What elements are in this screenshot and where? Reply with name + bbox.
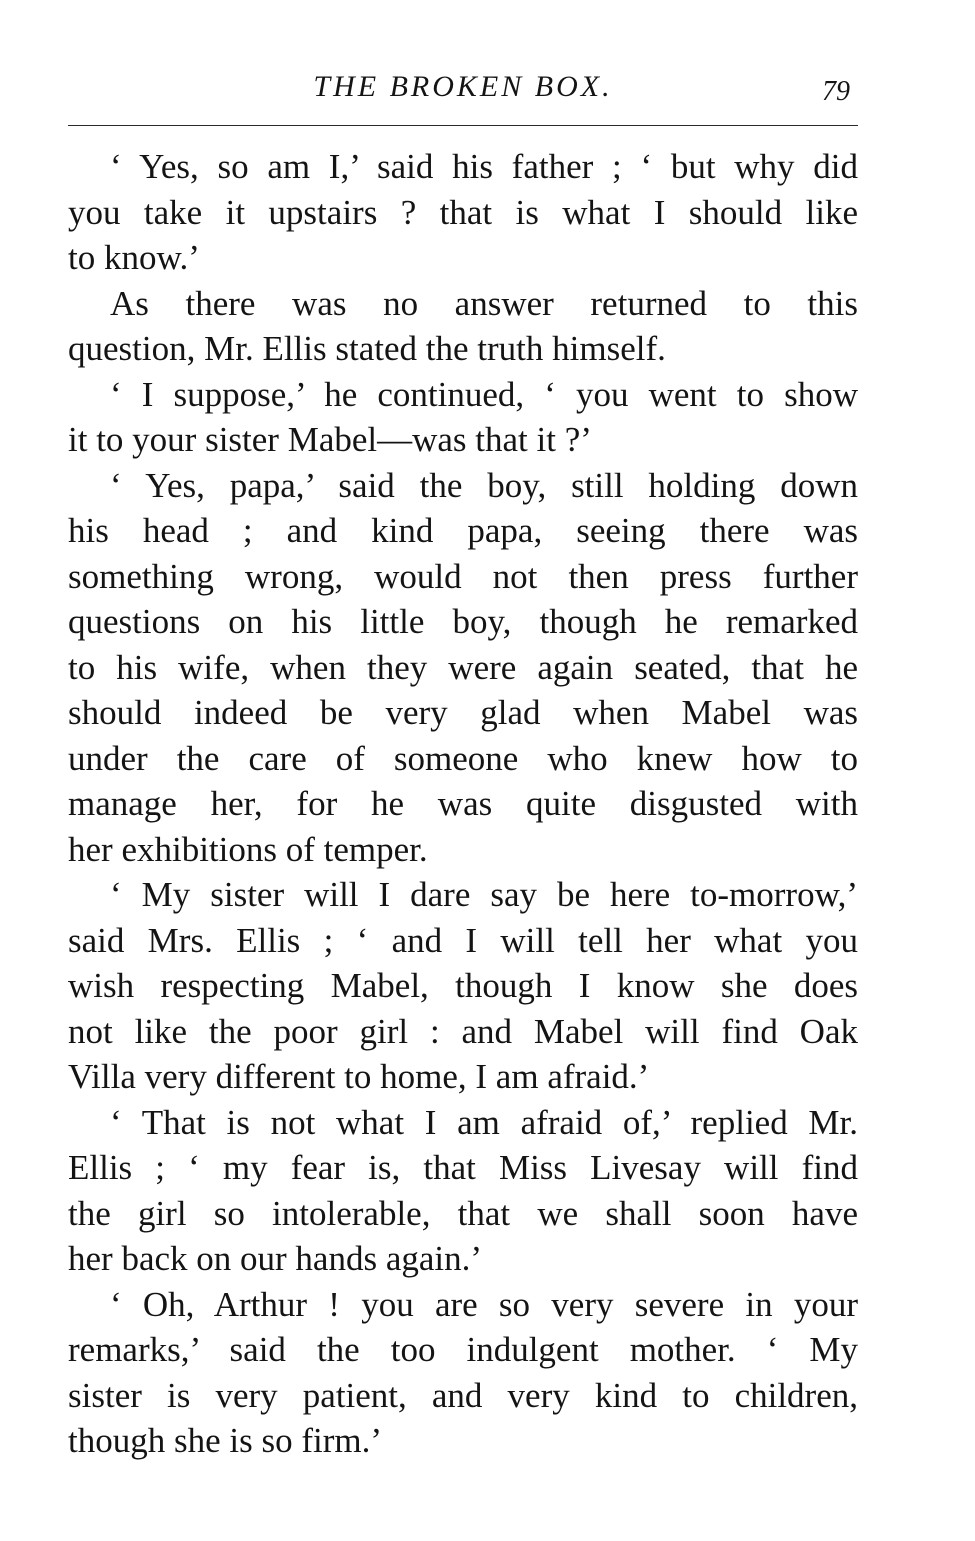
text-line: Ellis ; ‘ my fear is, that Miss Livesay will find: [68, 1148, 858, 1187]
text-line: something wrong, would not then press further: [68, 556, 858, 596]
text-line: you take it upstairs ? that is what I should like: [68, 192, 858, 232]
text-line: though she is so firm.’: [68, 1421, 383, 1460]
text-line: questions on his little boy, though he remarked: [68, 602, 858, 641]
text-line: his head ; and kind papa, seeing there was: [68, 511, 858, 550]
text-line: As there was no answer returned to this: [110, 283, 858, 323]
text-line: should indeed be very glad when Mabel was: [68, 693, 858, 732]
text-line: to know.’: [68, 238, 200, 277]
running-title: THE BROKEN BOX.: [313, 70, 613, 103]
text-line: manage her, for he was quite disgusted with: [68, 784, 858, 823]
text-line: wish respecting Mabel, though I know she does: [68, 966, 858, 1005]
text-line: remarks,’ said the too indulgent mother. ‘ My: [68, 1330, 858, 1369]
text-line: it to your sister Mabel—was that it ?’: [68, 420, 592, 459]
text-line: ‘ Yes, so am I,’ said his father ; ‘ but why did: [110, 147, 858, 186]
text-line: under the care of someone who knew how to: [68, 738, 858, 778]
text-line: to his wife, when they were again seated, that he: [68, 647, 858, 687]
text-line: ‘ Oh, Arthur ! you are so very severe in your: [110, 1284, 858, 1324]
text-line: said Mrs. Ellis ; ‘ and I will tell her what you: [68, 920, 858, 960]
text-line: ‘ That is not what I am afraid of,’ replied Mr.: [110, 1102, 858, 1142]
text-line: ‘ I suppose,’ he continued, ‘ you went to show: [110, 374, 858, 414]
text-line: the girl so intolerable, that we shall soon have: [68, 1193, 858, 1233]
page-number: 79: [822, 76, 850, 107]
body-text: [68, 144, 858, 1464]
text-line: not like the poor girl : and Mabel will find Oak: [68, 1011, 858, 1051]
text-line: sister is very patient, and very kind to children,: [68, 1375, 858, 1415]
text-line: Villa very different to home, I am afraid.’: [68, 1057, 650, 1096]
text-line: question, Mr. Ellis stated the truth himself.: [68, 329, 666, 368]
text-line: her exhibitions of temper.: [68, 829, 428, 869]
text-line: ‘ My sister will I dare say be here to-morrow,’: [110, 875, 858, 914]
text-line: her back on our hands again.’: [68, 1239, 483, 1278]
running-head: [68, 70, 858, 120]
header-rule: [68, 125, 858, 126]
text-line: ‘ Yes, papa,’ said the boy, still holding down: [110, 465, 858, 505]
